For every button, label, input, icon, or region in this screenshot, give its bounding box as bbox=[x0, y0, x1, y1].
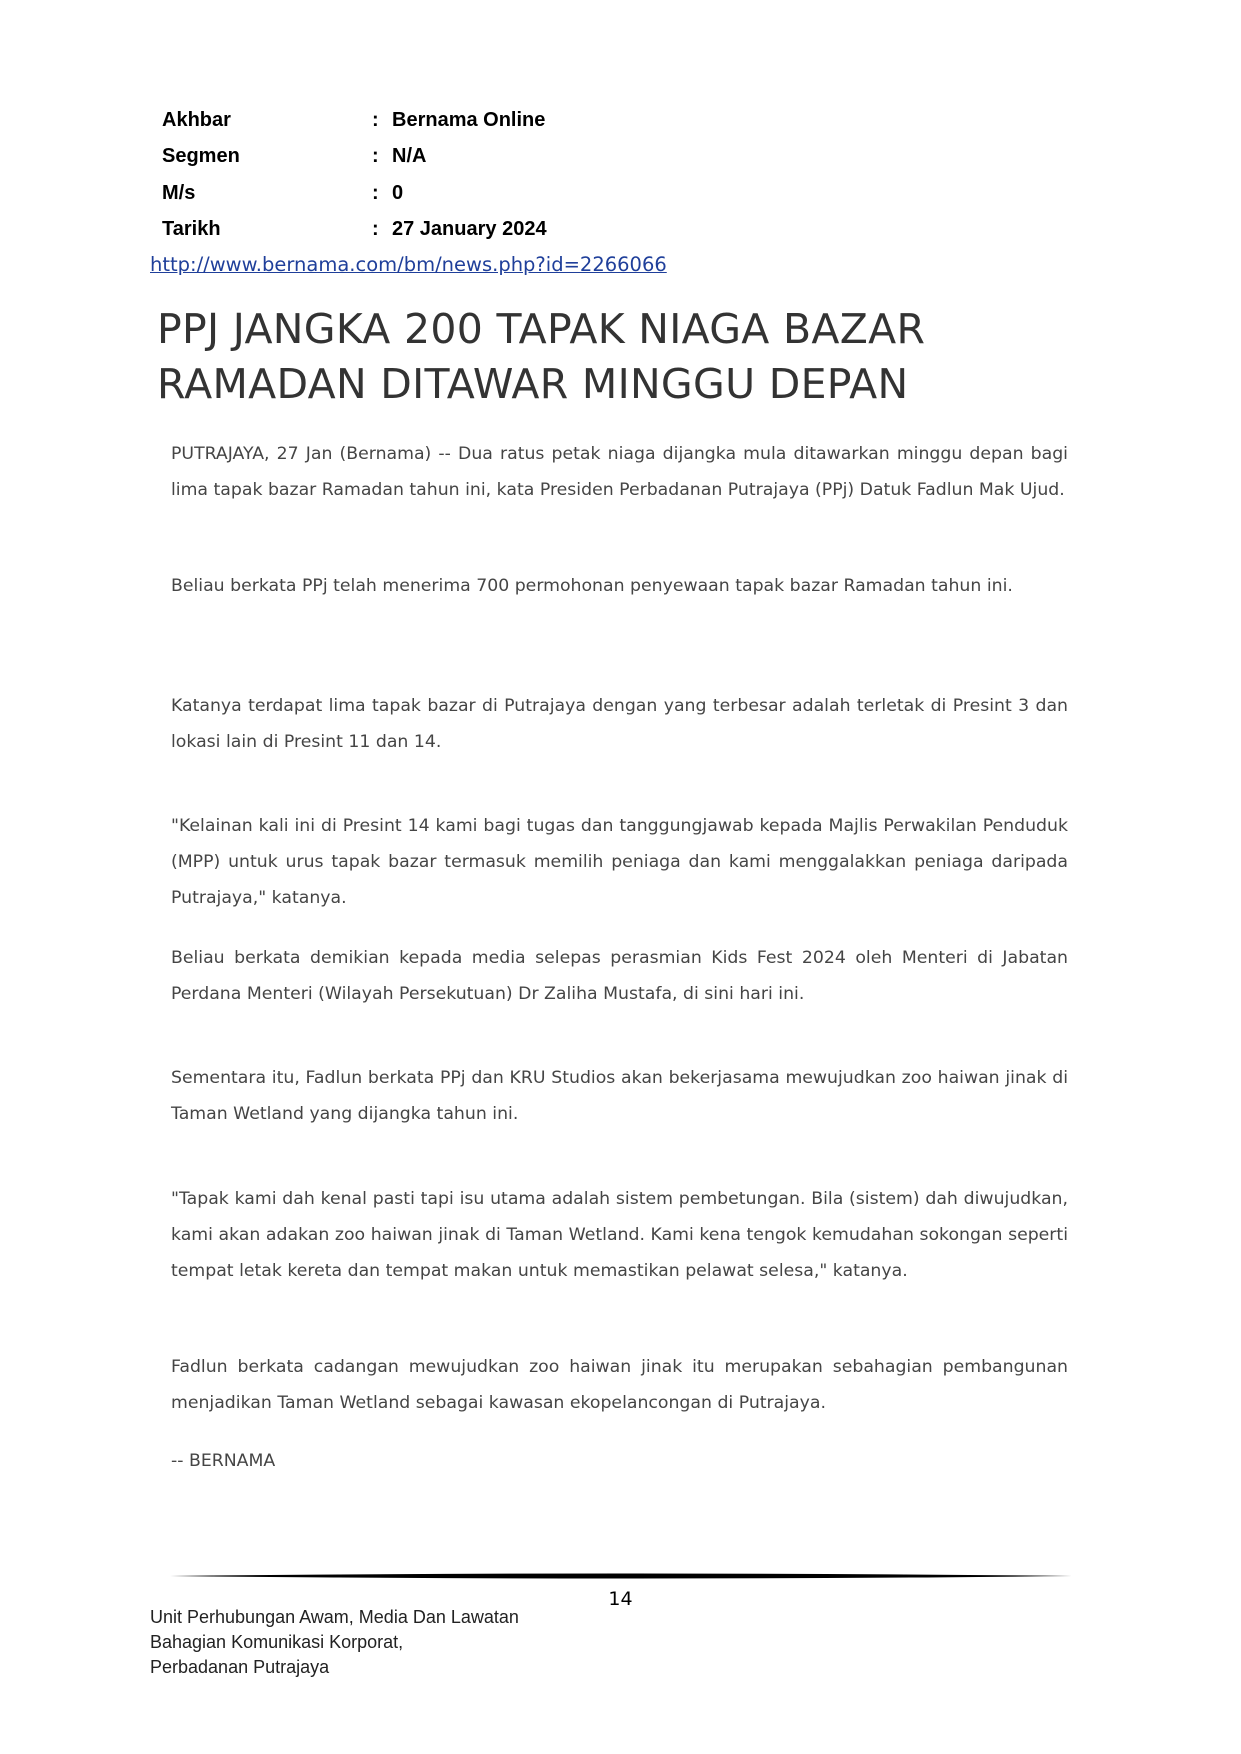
article-paragraph: Beliau berkata PPj telah menerima 700 permohonan penyewaan tapak bazar Ramadan tahun ini. bbox=[171, 576, 1013, 596]
meta-colon: : bbox=[372, 218, 379, 241]
source-link[interactable]: http://www.bernama.com/bm/news.php?id=2266066 bbox=[150, 253, 667, 276]
meta-row-tarikh bbox=[162, 212, 547, 249]
meta-value: 27 January 2024 bbox=[392, 218, 547, 241]
article-headline bbox=[157, 302, 1117, 412]
meta-label: M/s bbox=[162, 181, 196, 204]
headline-line-1: PPJ JANGKA 200 TAPAK NIAGA BAZAR bbox=[157, 305, 926, 353]
org-line: Bahagian Komunikasi Korporat, bbox=[150, 1632, 404, 1652]
meta-colon: : bbox=[372, 145, 379, 168]
article-paragraph: Beliau berkata demikian kepada media selepas perasmian Kids Fest 2024 oleh Menteri di Jabatan Perdana Menteri (Wilayah Persekutuan) Dr Zaliha Mustafa, di sini hari ini. bbox=[171, 948, 1068, 1004]
article-paragraph: "Tapak kami dah kenal pasti tapi isu utama adalah sistem pembetungan. Bila (sistem) dah diwujudkan, kami akan adakan zoo haiwan jinak di Taman Wetland. Kami kena tengok kemudahan sokongan seperti tempat letak kereta dan tempat makan untuk memastikan pelawat selesa," katanya. bbox=[171, 1189, 1068, 1281]
meta-label: Akhbar bbox=[162, 108, 231, 131]
article-paragraph: Fadlun berkata cadangan mewujudkan zoo haiwan jinak itu merupakan sebahagian pembangunan menjadikan Taman Wetland sebagai kawasan ekopelancongan di Putrajaya. bbox=[171, 1357, 1068, 1413]
meta-colon: : bbox=[372, 181, 379, 204]
article-paragraph: PUTRAJAYA, 27 Jan (Bernama) -- Dua ratus petak niaga dijangka mula ditawarkan minggu depan bagi lima tapak bazar Ramadan tahun ini, kata Presiden Perbadanan Putrajaya (PPj) Datuk Fadlun Mak Ujud. bbox=[171, 444, 1068, 500]
meta-value: Bernama Online bbox=[392, 108, 546, 131]
meta-row-akhbar bbox=[162, 102, 547, 139]
meta-colon: : bbox=[372, 108, 379, 131]
metadata-table bbox=[162, 102, 547, 248]
org-line: Unit Perhubungan Awam, Media Dan Lawatan bbox=[150, 1607, 519, 1627]
footer-organization bbox=[150, 1605, 519, 1680]
org-line: Perbadanan Putrajaya bbox=[150, 1657, 330, 1677]
meta-row-segmen bbox=[162, 139, 547, 176]
meta-label: Tarikh bbox=[162, 218, 221, 241]
page-number: 14 bbox=[608, 1588, 633, 1610]
meta-label: Segmen bbox=[162, 145, 240, 168]
article-signoff: -- BERNAMA bbox=[171, 1451, 276, 1471]
meta-row-ms bbox=[162, 175, 547, 212]
article-paragraph: "Kelainan kali ini di Presint 14 kami bagi tugas dan tanggungjawab kepada Majlis Perwakilan Penduduk (MPP) untuk urus tapak bazar termasuk memilih peniaga dan kami menggalakkan peniaga daripada Putrajaya," katanya. bbox=[171, 816, 1068, 908]
article-paragraph: Sementara itu, Fadlun berkata PPj dan KRU Studios akan bekerjasama mewujudkan zoo haiwan jinak di Taman Wetland yang dijangka tahun ini. bbox=[171, 1068, 1068, 1124]
article-paragraph: Katanya terdapat lima tapak bazar di Putrajaya dengan yang terbesar adalah terletak di Presint 3 dan lokasi lain di Presint 11 dan 14. bbox=[171, 696, 1068, 752]
meta-value: 0 bbox=[392, 181, 404, 204]
footer-divider bbox=[170, 1572, 1072, 1580]
headline-line-2: RAMADAN DITAWAR MINGGU DEPAN bbox=[157, 360, 909, 408]
meta-value: N/A bbox=[392, 145, 427, 168]
